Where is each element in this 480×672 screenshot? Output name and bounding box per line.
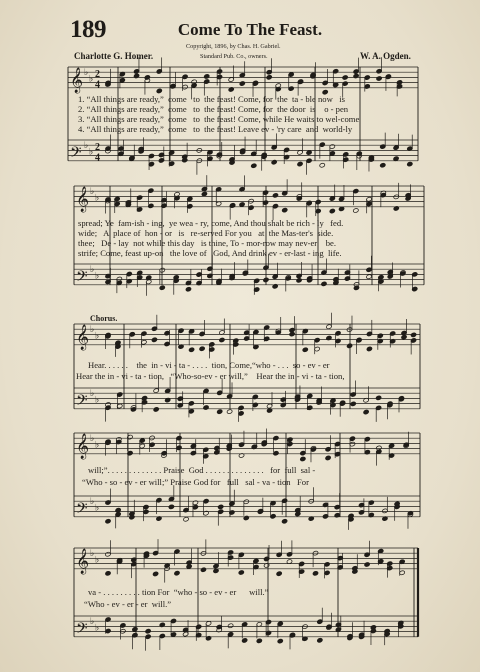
note-head bbox=[376, 76, 382, 81]
flat-sign-icon: ♭ bbox=[89, 73, 94, 84]
bass-clef-icon: 𝄢 bbox=[70, 143, 82, 165]
chorus-line-3-lower: “Who - ev - er - er will.” bbox=[84, 599, 172, 609]
note-head bbox=[243, 515, 249, 520]
treble-clef-icon: 𝄞 bbox=[76, 433, 90, 459]
verse-1-line-1: 1. “All things are ready,” come to the feast! Come, for the ta - ble now is bbox=[78, 94, 345, 104]
flat-sign-icon: ♭ bbox=[84, 139, 89, 150]
hymn-title-text: Come To The Feast. bbox=[177, 20, 323, 39]
composer-credit: W. A. Ogden. bbox=[360, 51, 411, 61]
flat-sign-icon: ♭ bbox=[95, 439, 100, 450]
note-head bbox=[364, 562, 370, 567]
note-head bbox=[321, 281, 327, 286]
bass-clef-icon: 𝄢 bbox=[76, 499, 88, 521]
verse-2-line-2: wide; A place of hon - or is re-served For you at the Mas-ter's side. bbox=[78, 228, 334, 238]
note-head bbox=[281, 519, 287, 524]
note-head bbox=[153, 407, 159, 412]
note-head bbox=[239, 81, 245, 86]
flat-sign-icon: ♭ bbox=[95, 502, 100, 513]
time-signature: 4 bbox=[95, 152, 100, 164]
copyright-line-2: Standard Pub. Co., owners. bbox=[200, 53, 268, 60]
note-head bbox=[319, 163, 325, 168]
bass-clef-icon: 𝄢 bbox=[76, 267, 88, 289]
verse-1-line-2: spread; Ye fam-ish - ing, ye wea - ry, come, And thou shalt be rich - ly fed. bbox=[78, 218, 344, 228]
chorus-line-2-lower: “Who - so - ev - er will;” Praise God for full sal - va - tion For bbox=[82, 477, 309, 487]
note-head bbox=[289, 331, 295, 336]
flat-sign-icon: ♭ bbox=[90, 495, 95, 506]
verse-3-line-1: 3. “All things are ready,” come to the feast! Come, while He waits to wel-come bbox=[78, 114, 360, 124]
flat-sign-icon: ♭ bbox=[95, 394, 100, 405]
hymn-number: 189 bbox=[70, 16, 106, 43]
note-head bbox=[353, 73, 359, 78]
flat-sign-icon: ♭ bbox=[95, 330, 100, 341]
flat-sign-icon: ♭ bbox=[95, 192, 100, 203]
treble-clef-icon: 𝄞 bbox=[70, 67, 84, 93]
time-signature: 2 bbox=[95, 141, 100, 153]
note-head bbox=[272, 193, 278, 198]
note-head bbox=[238, 570, 244, 575]
note-head bbox=[407, 161, 413, 166]
note-head bbox=[353, 208, 359, 213]
note-head bbox=[266, 75, 272, 80]
flat-sign-icon: ♭ bbox=[90, 547, 95, 558]
time-signature: 2 bbox=[95, 68, 100, 80]
note-head bbox=[312, 571, 318, 576]
note-head bbox=[129, 332, 135, 337]
copyright-line-1: Copyright, 1896, by Chas. H. Gabriel. bbox=[186, 43, 281, 50]
bass-clef-icon: 𝄢 bbox=[76, 391, 88, 413]
note-head bbox=[168, 504, 174, 509]
flat-sign-icon: ♭ bbox=[90, 323, 95, 334]
note-head bbox=[329, 208, 335, 213]
note-head bbox=[228, 623, 234, 628]
chorus-label: Chorus. bbox=[90, 314, 118, 323]
note-head bbox=[325, 455, 331, 460]
note-head bbox=[105, 519, 111, 524]
note-head bbox=[263, 277, 269, 282]
bass-clef-icon: 𝄢 bbox=[76, 619, 88, 641]
note-head bbox=[342, 75, 348, 80]
note-head bbox=[363, 409, 369, 414]
note-head bbox=[105, 571, 111, 576]
note-head bbox=[356, 338, 362, 343]
note-head bbox=[174, 571, 180, 576]
note-head bbox=[156, 88, 162, 93]
flat-sign-icon: ♭ bbox=[89, 146, 94, 157]
note-head bbox=[151, 337, 157, 342]
note-head bbox=[218, 504, 224, 509]
note-head bbox=[153, 571, 159, 576]
chorus-line-1-upper: Hear. . . . . . the in - vi - ta - . . . . tion, Come,“who - . . . so - ev - er bbox=[88, 360, 330, 370]
note-head bbox=[296, 278, 302, 283]
note-head bbox=[300, 456, 306, 461]
note-head bbox=[366, 274, 372, 279]
note-head bbox=[200, 567, 206, 572]
note-head bbox=[115, 508, 121, 513]
time-signature: 4 bbox=[95, 79, 100, 91]
note-head bbox=[277, 638, 283, 643]
note-head bbox=[219, 337, 225, 342]
note-head bbox=[366, 346, 372, 351]
note-head bbox=[183, 517, 189, 522]
note-head bbox=[297, 161, 303, 166]
flat-sign-icon: ♭ bbox=[90, 185, 95, 196]
note-head bbox=[350, 401, 356, 406]
note-head bbox=[380, 163, 386, 168]
note-head bbox=[256, 638, 262, 643]
note-head bbox=[317, 638, 323, 643]
note-head bbox=[133, 73, 139, 78]
treble-clef-icon: 𝄞 bbox=[76, 548, 90, 574]
verse-2-line-1: 2. “All things are ready,” come to the feast! Come, for the door is o - pen bbox=[78, 104, 349, 114]
verse-4-line-2: strife; Come, feast up-on the love of God, And drink ev - er-last - ing life. bbox=[78, 248, 342, 258]
flat-sign-icon: ♭ bbox=[90, 615, 95, 626]
flat-sign-icon: ♭ bbox=[95, 270, 100, 281]
flat-sign-icon: ♭ bbox=[95, 554, 100, 565]
note-head bbox=[239, 202, 245, 207]
lyricist-credit: Charlotte G. Homer. bbox=[74, 51, 154, 61]
note-head bbox=[145, 629, 151, 634]
note-head bbox=[346, 343, 352, 348]
treble-clef-icon: 𝄞 bbox=[76, 324, 90, 350]
note-head bbox=[410, 332, 416, 337]
note-head bbox=[227, 409, 233, 414]
note-head bbox=[276, 571, 282, 576]
note-head bbox=[203, 405, 209, 410]
note-head bbox=[271, 160, 277, 165]
note-head bbox=[242, 638, 248, 643]
note-head bbox=[204, 74, 210, 79]
flat-sign-icon: ♭ bbox=[84, 66, 89, 77]
flat-sign-icon: ♭ bbox=[90, 387, 95, 398]
note-head bbox=[185, 287, 191, 292]
chorus-line-3-upper: va - . . . . . . . . . tion For “who - so - ev - er will.” bbox=[88, 587, 269, 597]
note-head bbox=[201, 191, 207, 196]
note-head bbox=[375, 395, 381, 400]
note-head bbox=[188, 347, 194, 352]
note-head bbox=[251, 163, 257, 168]
note-head bbox=[199, 346, 205, 351]
note-head bbox=[401, 334, 407, 339]
flat-sign-icon: ♭ bbox=[95, 622, 100, 633]
note-head bbox=[282, 207, 288, 212]
flat-sign-icon: ♭ bbox=[90, 263, 95, 274]
note-head bbox=[217, 409, 223, 414]
verse-3-line-2: thee; De - lay not while this day is thine, To - mor-row may nev-er be. bbox=[78, 238, 337, 248]
note-head bbox=[302, 347, 308, 352]
note-head bbox=[385, 74, 391, 79]
note-head bbox=[132, 627, 138, 632]
chorus-line-1-lower: Hear the in - vi - ta - tion, “Who-so-ev - er will,” Hear the in - vi - ta - tion, bbox=[76, 371, 345, 381]
chorus-line-2-upper: will;”. . . . . . . . . . . . . Praise God . . . . . . . . . . . . . . for full sal - bbox=[88, 465, 316, 475]
treble-clef-icon: 𝄞 bbox=[76, 186, 90, 212]
verse-4-line-1: 4. “All things are ready,” come to the feast! Leave ev - 'ry care and world-ly bbox=[78, 124, 353, 134]
note-head bbox=[159, 285, 165, 290]
flat-sign-icon: ♭ bbox=[90, 432, 95, 443]
